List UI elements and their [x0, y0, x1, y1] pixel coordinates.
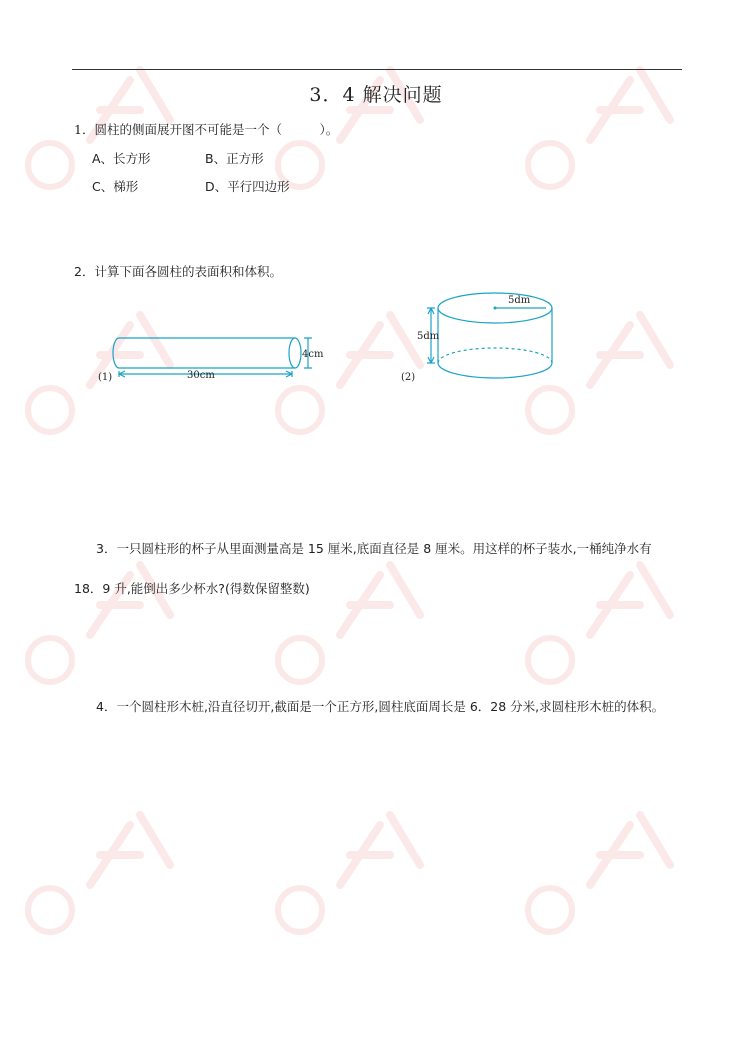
question-1-option-c: C、梯形 — [92, 179, 139, 194]
figure-1-label: (1) — [98, 372, 113, 383]
cylinder-2-radius-label: 5dm — [508, 295, 531, 306]
cylinder-2-sides — [438, 308, 552, 363]
watermark-logo-icon — [528, 388, 572, 432]
watermark-logo-icon — [278, 638, 322, 682]
cylinder-1-length-label: 30cm — [187, 370, 215, 381]
watermark-logo-icon — [528, 638, 572, 682]
header-rule — [72, 69, 682, 70]
watermark-logo-icon — [278, 888, 322, 932]
question-3-line-1: 3．一只圆柱形的杯子从里面测量高是 15 厘米,底面直径是 8 厘米。用这样的杯子装水,一桶纯净水有 — [96, 541, 652, 556]
cylinder-2-center-dot — [494, 307, 497, 310]
question-2-stem: 2．计算下面各圆柱的表面积和体积。 — [74, 264, 282, 279]
question-4-text: 4．一个圆柱形木桩,沿直径切开,截面是一个正方形,圆柱底面周长是 6．28 分米,求圆柱形木桩的体积。 — [96, 699, 665, 714]
cylinder-1-left-end — [113, 338, 119, 368]
question-1-stem: 1．圆柱的侧面展开图不可能是一个（ ）。 — [74, 122, 339, 137]
cylinder-2-bottom-front — [438, 363, 552, 378]
question-1-option-a: A、长方形 — [92, 151, 151, 166]
watermark-logo-icon — [528, 888, 572, 932]
cylinder-figure-2 — [398, 288, 568, 388]
question-1-option-b: B、正方形 — [205, 151, 264, 166]
cylinder-1-right-end — [289, 338, 301, 368]
watermark-logo-icon — [528, 143, 572, 187]
question-3-line-2: 18．9 升,能倒出多少杯水?(得数保留整数) — [74, 581, 310, 596]
watermark-logo-icon — [28, 638, 72, 682]
question-1-option-d: D、平行四边形 — [205, 179, 290, 194]
watermark-logo-icon — [28, 388, 72, 432]
cylinder-1-body — [119, 338, 295, 368]
cylinder-2-height-label: 5dm — [417, 331, 440, 342]
figure-2-label: (2) — [401, 372, 416, 383]
watermark-logo-icon — [28, 143, 72, 187]
cylinder-1-diameter-label: 4cm — [302, 349, 324, 360]
watermark-logo-icon — [278, 388, 322, 432]
cylinder-figure-1 — [95, 330, 335, 390]
watermark-logo-icon — [28, 888, 72, 932]
page-title: 3．4 解决问题 — [309, 84, 443, 106]
cylinder-2-bottom-back — [438, 348, 552, 363]
